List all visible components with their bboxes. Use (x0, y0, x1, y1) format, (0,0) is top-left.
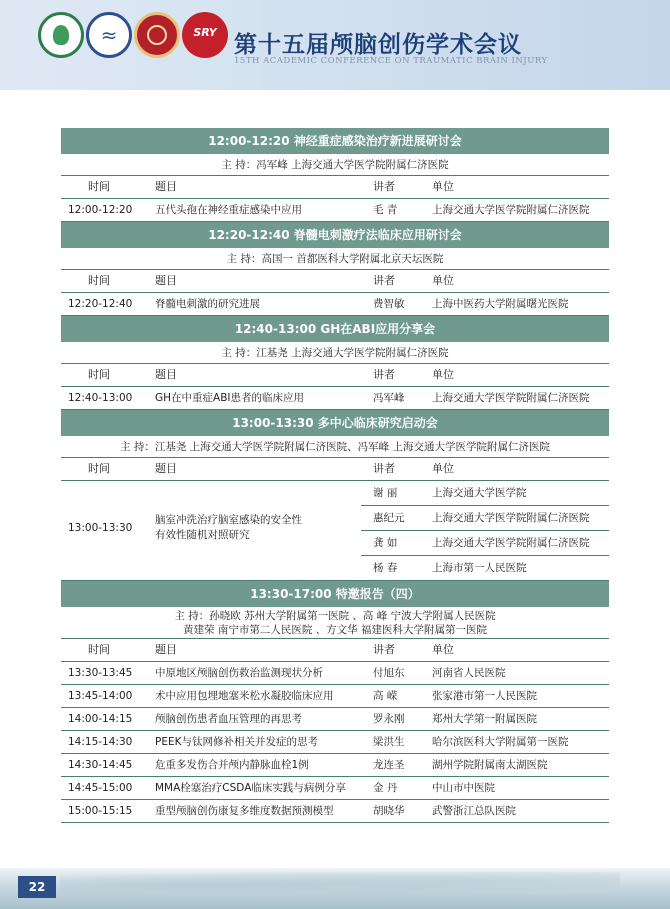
column-time: 时间 (88, 274, 110, 287)
session-chair: 主 持：冯军峰 上海交通大学医学院附属仁济医院 (61, 154, 609, 176)
column-unit: 单位 (432, 274, 454, 287)
row-unit: 上海交通大学医学院附属仁济医院 (432, 512, 590, 524)
row-speaker: 冯军峰 (373, 392, 405, 404)
row-time: 12:00-12:20 (68, 204, 133, 216)
column-speaker: 讲者 (373, 643, 395, 656)
row-time: 14:15-14:30 (68, 736, 133, 748)
speaker-item (361, 481, 609, 506)
table-row (61, 293, 609, 316)
session-title: 12:20-12:40 脊髓电刺激疗法临床应用研讨会 (61, 222, 609, 248)
row-unit: 上海交通大学医学院附属仁济医院 (432, 537, 590, 549)
column-unit: 单位 (432, 462, 454, 475)
row-speaker: 龙连圣 (373, 759, 405, 771)
column-unit: 单位 (432, 643, 454, 656)
row-time: 15:00-15:15 (68, 805, 133, 817)
university-logo (86, 12, 132, 58)
column-topic: 题目 (155, 643, 177, 656)
row-unit: 上海交通大学医学院附属仁济医院 (432, 204, 590, 216)
row-speaker: 胡晓华 (373, 805, 405, 817)
table-row (61, 199, 609, 222)
row-time: 14:45-15:00 (68, 782, 133, 794)
row-unit: 湖州学院附属南太湖医院 (432, 759, 548, 771)
table-row (61, 387, 609, 410)
row-unit: 郑州大学第一附属医院 (432, 713, 537, 725)
session-title: 13:00-13:30 多中心临床研究启动会 (61, 410, 609, 436)
row-speaker: 付旭东 (373, 667, 405, 679)
row-speaker: 梁洪生 (373, 736, 405, 748)
column-unit: 单位 (432, 180, 454, 193)
row-topic: GH在中重症ABI患者的临床应用 (155, 392, 305, 404)
row-time: 12:40-13:00 (68, 392, 133, 404)
row-time: 14:00-14:15 (68, 713, 133, 725)
sry-logo (182, 12, 228, 58)
conference-title-english: 15TH ACADEMIC CONFERENCE ON TRAUMATIC BRAIN INJURY (234, 56, 548, 66)
multi-speaker-row (61, 481, 609, 581)
row-unit: 河南省人民医院 (432, 667, 506, 679)
column-time: 时间 (88, 462, 110, 475)
session-chair-line: 主 持：孙晓欧 苏州大学附属第一医院 、高 峰 宁波大学附属人民医院 (174, 610, 496, 622)
column-unit: 单位 (432, 368, 454, 381)
column-time: 时间 (88, 643, 110, 656)
row-topic: PEEK与钛网修补相关并发症的思考 (155, 736, 318, 748)
row-speaker: 惠纪元 (373, 512, 405, 524)
page-footer-landscape (0, 868, 670, 909)
row-unit: 中山市中医院 (432, 782, 495, 794)
column-time: 时间 (88, 368, 110, 381)
page-header (0, 0, 670, 90)
table-row (61, 754, 609, 777)
column-time: 时间 (88, 180, 110, 193)
speaker-list (361, 481, 609, 583)
row-speaker: 谢 丽 (373, 487, 398, 499)
session-chair: 主 持：江基尧 上海交通大学医学院附属仁济医院、冯军峰 上海交通大学医学院附属仁济医院 (61, 436, 609, 458)
row-unit: 武警浙江总队医院 (432, 805, 516, 817)
row-topic: 中原地区颅脑创伤救治监测现状分析 (155, 667, 323, 679)
row-time: 13:45-14:00 (68, 690, 133, 702)
row-topic: 五代头孢在神经重症感染中应用 (155, 204, 302, 216)
table-row (61, 662, 609, 685)
row-time: 14:30-14:45 (68, 759, 133, 771)
society-emblem-logo (134, 12, 180, 58)
row-unit: 张家港市第一人民医院 (432, 690, 537, 702)
column-topic: 题目 (155, 368, 177, 381)
session-chair-line: 黄建荣 南宁市第二人民医院 、方文华 福建医科大学附属第一医院 (182, 624, 487, 636)
row-unit: 上海中医药大学附属曙光医院 (432, 298, 569, 310)
row-topic-line: 有效性随机对照研究 (155, 529, 250, 541)
row-topic-line: 脑室冲洗治疗脑室感染的安全性 (155, 514, 302, 526)
row-speaker: 杨 春 (373, 562, 398, 574)
row-topic: MMA栓塞治疗CSDA临床实践与病例分享 (155, 782, 346, 794)
row-unit: 哈尔滨医科大学附属第一医院 (432, 736, 569, 748)
table-row (61, 731, 609, 754)
speaker-item (361, 556, 609, 583)
table-row (61, 708, 609, 731)
row-unit: 上海交通大学医学院附属仁济医院 (432, 392, 590, 404)
conference-title: 第十五届颅脑创伤学术会议 (234, 32, 522, 58)
column-speaker: 讲者 (373, 462, 395, 475)
row-time: 13:00-13:30 (68, 522, 133, 534)
row-speaker: 金 丹 (373, 782, 398, 794)
row-topic: 颅脑创伤患者血压管理的再思考 (155, 713, 302, 725)
column-topic: 题目 (155, 180, 177, 193)
schedule-table (61, 128, 609, 823)
column-header-row (61, 639, 609, 662)
session-chair (61, 607, 609, 639)
session-title: 12:00-12:20 神经重症感染治疗新进展研讨会 (61, 128, 609, 154)
row-topic (155, 513, 355, 543)
session-chair: 主 持：江基尧 上海交通大学医学院附属仁济医院 (61, 342, 609, 364)
row-speaker: 费智敏 (373, 298, 405, 310)
column-header-row (61, 458, 609, 481)
column-topic: 题目 (155, 274, 177, 287)
column-speaker: 讲者 (373, 180, 395, 193)
row-speaker: 高 嵘 (373, 690, 398, 702)
row-unit: 上海市第一人民医院 (432, 562, 527, 574)
column-header-row (61, 176, 609, 199)
table-row (61, 777, 609, 800)
page-number: 22 (18, 876, 56, 898)
row-topic: 术中应用包埋地塞米松水凝胶临床应用 (155, 690, 334, 702)
table-row (61, 800, 609, 823)
column-topic: 题目 (155, 462, 177, 475)
speaker-item (361, 531, 609, 556)
session-title: 12:40-13:00 GH在ABI应用分享会 (61, 316, 609, 342)
column-speaker: 讲者 (373, 274, 395, 287)
row-speaker: 毛 青 (373, 204, 398, 216)
column-header-row (61, 270, 609, 293)
row-unit: 上海交通大学医学院 (432, 487, 527, 499)
row-speaker: 罗永刚 (373, 713, 405, 725)
column-speaker: 讲者 (373, 368, 395, 381)
session-chair: 主 持：高国一 首都医科大学附属北京天坛医院 (61, 248, 609, 270)
renji-hospital-logo (38, 12, 84, 58)
row-speaker: 龚 如 (373, 537, 398, 549)
table-row (61, 685, 609, 708)
speaker-item (361, 506, 609, 531)
row-time: 12:20-12:40 (68, 298, 133, 310)
column-header-row (61, 364, 609, 387)
row-time: 13:30-13:45 (68, 667, 133, 679)
row-topic: 危重多发伤合并颅内静脉血栓1例 (155, 759, 309, 771)
row-topic: 脊髓电刺激的研究进展 (155, 298, 260, 310)
session-title: 13:30-17:00 特邀报告（四） (61, 581, 609, 607)
row-topic: 重型颅脑创伤康复多维度数据预测模型 (155, 805, 334, 817)
